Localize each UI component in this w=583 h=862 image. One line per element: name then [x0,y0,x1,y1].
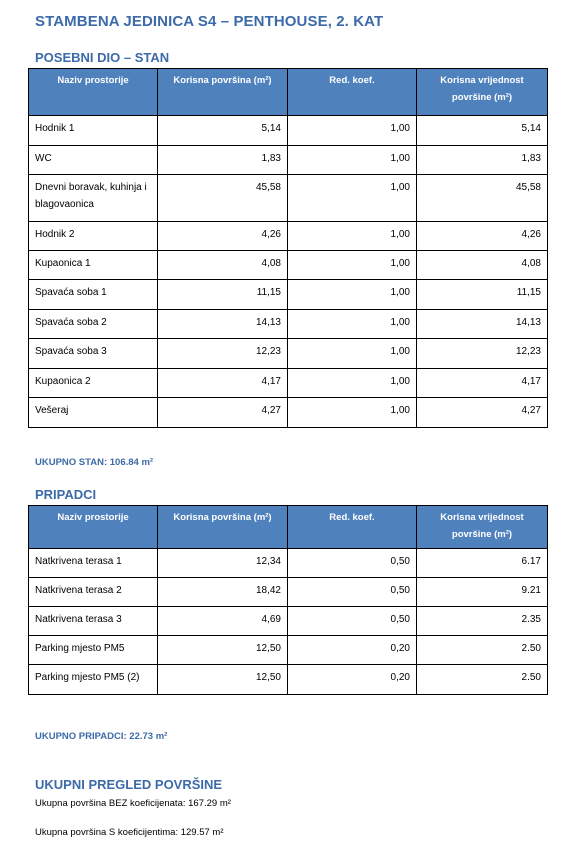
cell-coef: 1,00 [288,251,417,280]
cell-room-name: Natkrivena terasa 1 [29,549,158,578]
table-row [29,636,548,665]
pripadci-table-body [29,549,548,695]
cell-room-name: Dnevni boravak, kuhinja i blagovaonica [29,175,158,222]
cell-coef: 1,00 [288,175,417,222]
cell-value: 45,58 [417,175,548,222]
cell-room-name: Spavaća soba 1 [29,280,158,310]
cell-coef: 1,00 [288,116,417,146]
cell-coef: 1,00 [288,222,417,251]
table-row [29,607,548,636]
column-header-value: Korisna vrijednost površine (m²) [417,69,548,116]
summary-with-coefficients: Ukupna površina S koeficijentima: 129.57 m² [35,827,224,838]
cell-value: 6.17 [417,549,548,578]
cell-value: 12,23 [417,339,548,369]
cell-area: 12,34 [158,549,288,578]
cell-coef: 0,50 [288,607,417,636]
cell-coef: 1,00 [288,146,417,175]
pripadci-total: UKUPNO PRIPADCI: 22.73 m² [35,731,168,742]
cell-area: 4,08 [158,251,288,280]
cell-value: 2.50 [417,665,548,695]
cell-coef: 1,00 [288,398,417,428]
cell-value: 4,08 [417,251,548,280]
cell-area: 5,14 [158,116,288,146]
cell-room-name: Kupaonica 1 [29,251,158,280]
cell-coef: 0,50 [288,578,417,607]
posebni-section-title: POSEBNI DIO – STAN [35,50,170,65]
cell-coef: 1,00 [288,310,417,339]
cell-coef: 1,00 [288,369,417,398]
table-row [29,116,548,146]
cell-value: 4,17 [417,369,548,398]
cell-area: 11,15 [158,280,288,310]
cell-area: 4,27 [158,398,288,428]
cell-room-name: Parking mjesto PM5 (2) [29,665,158,695]
posebni-header-row [29,69,548,116]
cell-value: 1,83 [417,146,548,175]
table-row [29,146,548,175]
cell-value: 14,13 [417,310,548,339]
column-header-name: Naziv prostorije [29,506,158,549]
cell-room-name: Parking mjesto PM5 [29,636,158,665]
cell-coef: 0,20 [288,636,417,665]
cell-room-name: WC [29,146,158,175]
cell-area: 4,17 [158,369,288,398]
cell-area: 12,50 [158,636,288,665]
column-header-name: Naziv prostorije [29,69,158,116]
cell-room-name: Hodnik 2 [29,222,158,251]
cell-area: 45,58 [158,175,288,222]
cell-value: 2.35 [417,607,548,636]
cell-room-name: Natkrivena terasa 3 [29,607,158,636]
cell-area: 4,69 [158,607,288,636]
table-row [29,175,548,222]
cell-value: 9.21 [417,578,548,607]
cell-room-name: Kupaonica 2 [29,369,158,398]
document-title: STAMBENA JEDINICA S4 – PENTHOUSE, 2. KAT [35,13,384,30]
table-row [29,339,548,369]
cell-room-name: Vešeraj [29,398,158,428]
cell-coef: 1,00 [288,280,417,310]
cell-coef: 1,00 [288,339,417,369]
pripadci-table [28,505,548,695]
table-row [29,310,548,339]
cell-room-name: Spavaća soba 2 [29,310,158,339]
table-row [29,549,548,578]
cell-room-name: Hodnik 1 [29,116,158,146]
posebni-total: UKUPNO STAN: 106.84 m² [35,457,154,468]
table-row [29,280,548,310]
table-row [29,222,548,251]
cell-area: 12,50 [158,665,288,695]
cell-area: 18,42 [158,578,288,607]
table-row [29,665,548,695]
cell-area: 14,13 [158,310,288,339]
column-header-coef: Red. koef. [288,506,417,549]
cell-room-name: Natkrivena terasa 2 [29,578,158,607]
cell-coef: 0,50 [288,549,417,578]
cell-value: 2.50 [417,636,548,665]
table-row [29,369,548,398]
posebni-table-body [29,116,548,428]
cell-coef: 0,20 [288,665,417,695]
table-row [29,251,548,280]
cell-value: 11,15 [417,280,548,310]
cell-area: 12,23 [158,339,288,369]
column-header-value: Korisna vrijednost površine (m²) [417,506,548,549]
pripadci-section-title: PRIPADCI [35,487,97,502]
posebni-table [28,68,548,428]
table-row [29,398,548,428]
cell-area: 1,83 [158,146,288,175]
table-row [29,578,548,607]
cell-value: 4,27 [417,398,548,428]
column-header-area: Korisna površina (m²) [158,506,288,549]
pripadci-header-row [29,506,548,549]
summary-section-title: UKUPNI PREGLED POVRŠINE [35,777,223,792]
column-header-coef: Red. koef. [288,69,417,116]
cell-area: 4,26 [158,222,288,251]
column-header-area: Korisna površina (m²) [158,69,288,116]
cell-value: 4,26 [417,222,548,251]
cell-room-name: Spavaća soba 3 [29,339,158,369]
summary-without-coefficients: Ukupna površina BEZ koeficijenata: 167.29 m² [35,798,231,809]
cell-value: 5,14 [417,116,548,146]
